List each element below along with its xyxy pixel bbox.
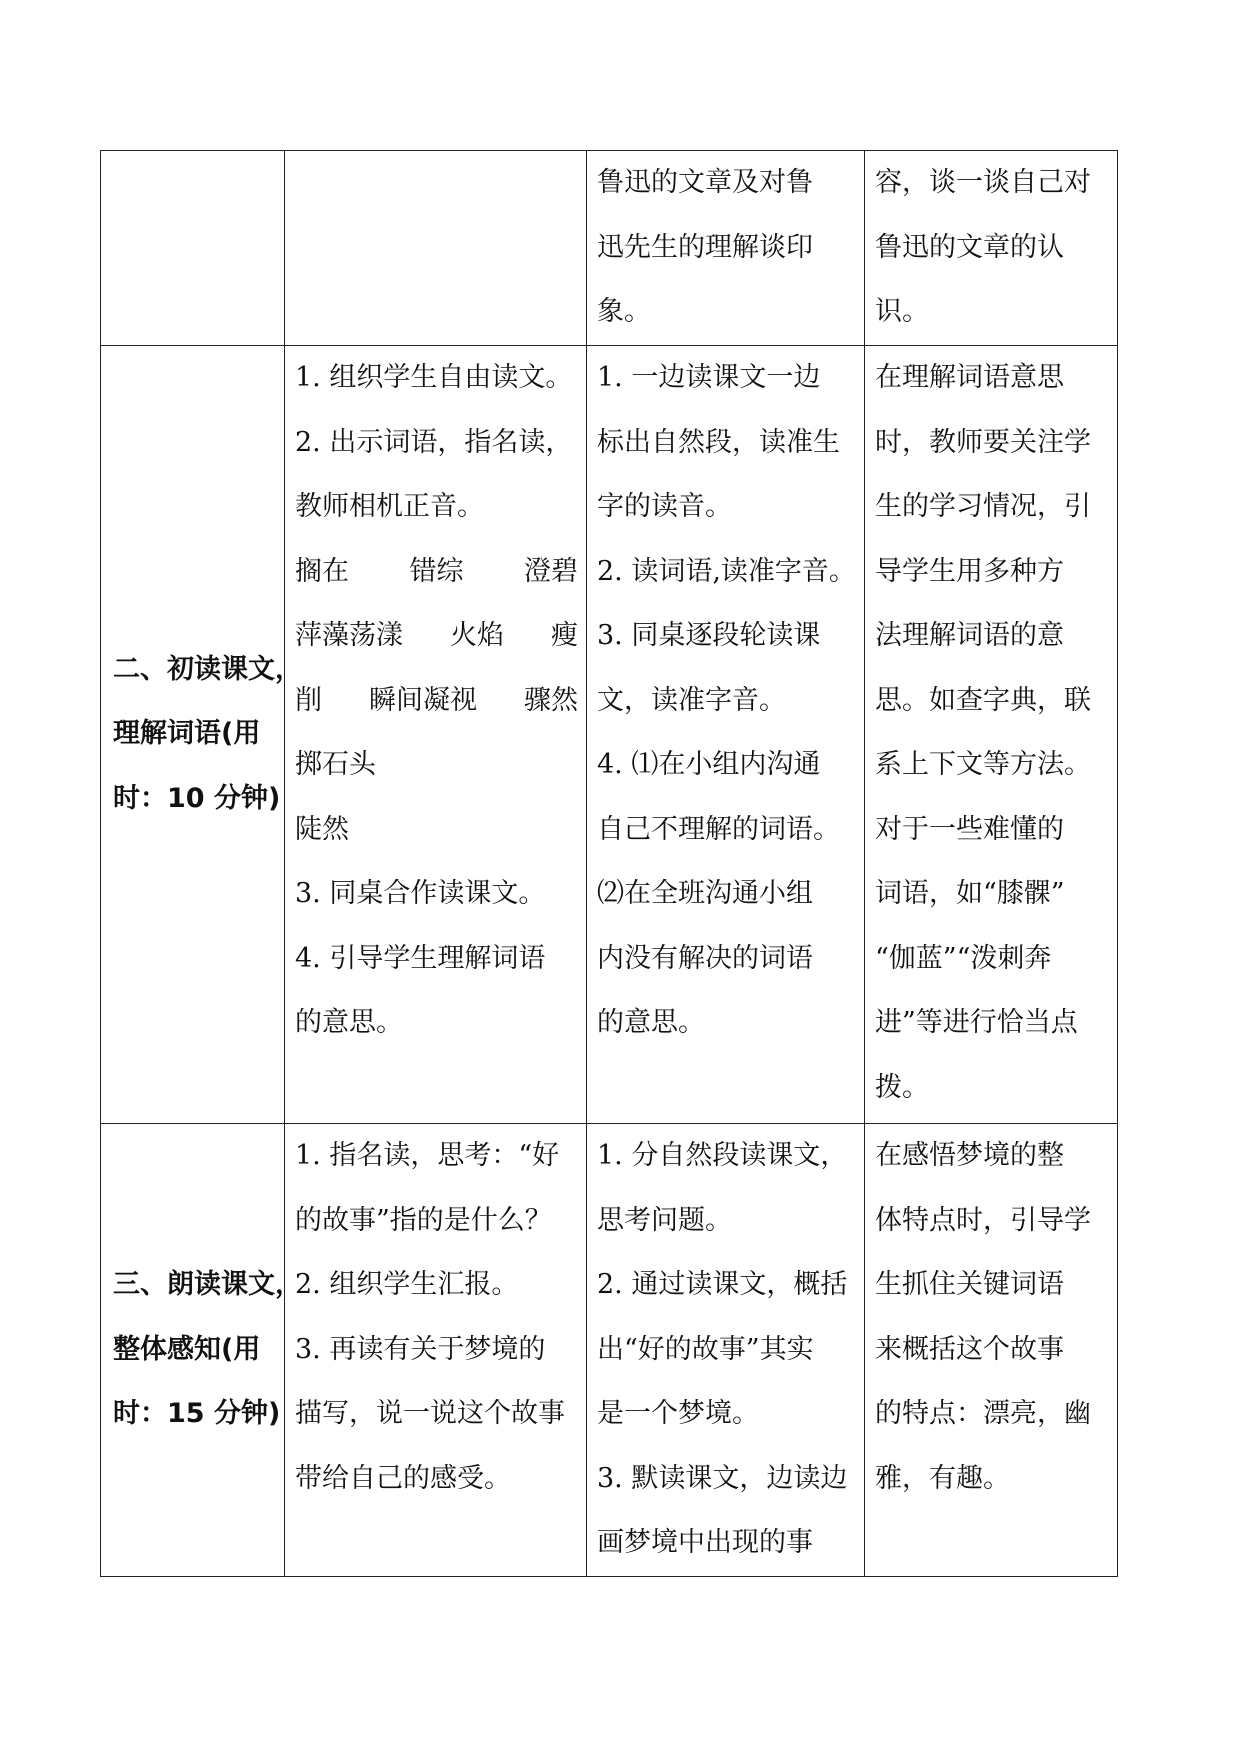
text-line: 容，谈一谈自己对	[875, 167, 1091, 198]
stage-title-line: 二、初读课文，	[113, 653, 302, 685]
text-line: 标出自然段，读准生	[597, 426, 840, 458]
text-line: 2. 出示词语，指名读，	[295, 426, 573, 458]
text-line: 法理解词语的意	[875, 620, 1064, 651]
vocabulary-word: 削	[295, 684, 322, 716]
student-activity-cell	[587, 346, 865, 1124]
text-line: 的意思。	[597, 1007, 705, 1038]
student-activity-cell	[587, 1124, 865, 1577]
vocabulary-word: 骤然	[524, 684, 578, 716]
table-row	[101, 1124, 1118, 1577]
text-line: 3. 同桌逐段轮读课	[597, 620, 821, 651]
stage-title-line: 整体感知(用	[113, 1333, 261, 1365]
text-line: 带给自己的感受。	[295, 1462, 511, 1494]
text-line: 自己不理解的词语。	[597, 813, 840, 845]
vocabulary-word: 瘦	[551, 620, 578, 651]
stage-title-line: 理解词语(用	[113, 718, 261, 750]
text-line: 教师相机正音。	[295, 491, 484, 522]
stage-title-line: 时：10 分钟)	[113, 782, 281, 814]
text-line: 描写，说一说这个故事	[295, 1398, 565, 1429]
text-line: ⑵在全班沟通小组	[597, 878, 813, 909]
text-line: 系上下文等方法。	[875, 749, 1091, 780]
vocabulary-line	[295, 669, 578, 734]
text-line: 迅先生的理解谈印	[597, 231, 813, 263]
vocabulary-word: 搁在	[295, 555, 349, 587]
teacher-activity-cell	[285, 151, 587, 346]
text-line: 鲁迅的文章的认	[875, 231, 1064, 263]
text-line: 1. 指名读，思考：“好	[295, 1140, 560, 1171]
text-line: 识。	[875, 296, 929, 327]
text-line: 陡然	[295, 813, 349, 845]
text-line: 进”等进行恰当点	[875, 1007, 1078, 1038]
text-line: 2. 读词语,读准字音。	[597, 555, 856, 587]
stage-cell	[101, 151, 285, 346]
text-line: 1. 一边读课文一边	[597, 362, 821, 393]
text-line: 3. 再读有关于梦境的	[295, 1333, 546, 1365]
text-line: 的故事”指的是什么？	[295, 1204, 552, 1236]
stage-title-line: 三、朗读课文，	[113, 1269, 302, 1301]
vocabulary-line	[295, 540, 578, 605]
text-line: 3. 同桌合作读课文。	[295, 878, 546, 909]
design-intent-cell	[865, 346, 1118, 1124]
text-line: 是一个梦境。	[597, 1398, 759, 1429]
text-line: 来概括这个故事	[875, 1333, 1064, 1365]
text-line: 导学生用多种方	[875, 555, 1064, 587]
text-line: 1. 分自然段读课文，	[597, 1140, 848, 1171]
text-line: 生的学习情况，引	[875, 491, 1091, 522]
stage-cell	[101, 1124, 302, 1577]
vocabulary-word: 萍藻荡漾	[295, 620, 403, 651]
text-line: 的意思。	[295, 1007, 403, 1038]
text-line: 画梦境中出现的事	[597, 1527, 813, 1558]
vocabulary-line	[295, 604, 578, 669]
teacher-activity-cell	[285, 346, 587, 1124]
text-line: 出“好的故事”其实	[597, 1333, 814, 1365]
text-line: 象。	[597, 296, 651, 327]
text-line: 字的读音。	[597, 491, 732, 522]
vocabulary-word: 错综	[409, 555, 464, 587]
vocabulary-word: 瞬间凝视	[369, 684, 477, 716]
text-line: 思。如查字典，联	[875, 684, 1091, 716]
text-line: 时，教师要关注学	[875, 426, 1091, 458]
text-line: 思考问题。	[597, 1204, 732, 1236]
text-line: 掷石头	[295, 749, 376, 780]
text-line: “伽蓝”“泼刺奔	[875, 942, 1052, 974]
text-line: 4. 引导学生理解词语	[295, 942, 546, 974]
text-line: 2. 组织学生汇报。	[295, 1269, 519, 1300]
text-line: 词语，如“膝髁”	[875, 878, 1065, 909]
text-line: 4. ⑴在小组内沟通	[597, 749, 821, 780]
design-intent-cell	[865, 1124, 1118, 1577]
text-line: 在理解词语意思	[875, 362, 1064, 393]
text-line: 对于一些难懂的	[875, 813, 1064, 845]
table-row	[101, 151, 1118, 346]
text-line: 在感悟梦境的整	[875, 1140, 1064, 1171]
text-line: 2. 通过读课文，概括	[597, 1269, 848, 1300]
text-line: 生抓住关键词语	[875, 1269, 1064, 1300]
text-line: 体特点时，引导学	[875, 1204, 1091, 1236]
text-line: 拨。	[875, 1071, 929, 1103]
vocabulary-word: 火焰	[450, 620, 504, 651]
stage-cell	[101, 346, 302, 1124]
table-row	[101, 346, 1118, 1124]
student-activity-cell	[587, 151, 865, 346]
teacher-activity-cell	[285, 1124, 587, 1577]
text-line: 3. 默读课文，边读边	[597, 1462, 848, 1494]
stage-title-line: 时：15 分钟)	[113, 1398, 281, 1430]
text-line: 文，读准字音。	[597, 684, 786, 716]
text-line: 鲁迅的文章及对鲁	[597, 167, 813, 198]
text-line: 内没有解决的词语	[597, 942, 813, 974]
lesson-plan-table	[100, 150, 1118, 1577]
vocabulary-word: 澄碧	[524, 555, 578, 587]
design-intent-cell	[865, 151, 1118, 346]
text-line: 的特点：漂亮，幽	[875, 1398, 1091, 1429]
text-line: 1. 组织学生自由读文。	[295, 362, 573, 393]
text-line: 雅，有趣。	[875, 1462, 1010, 1494]
